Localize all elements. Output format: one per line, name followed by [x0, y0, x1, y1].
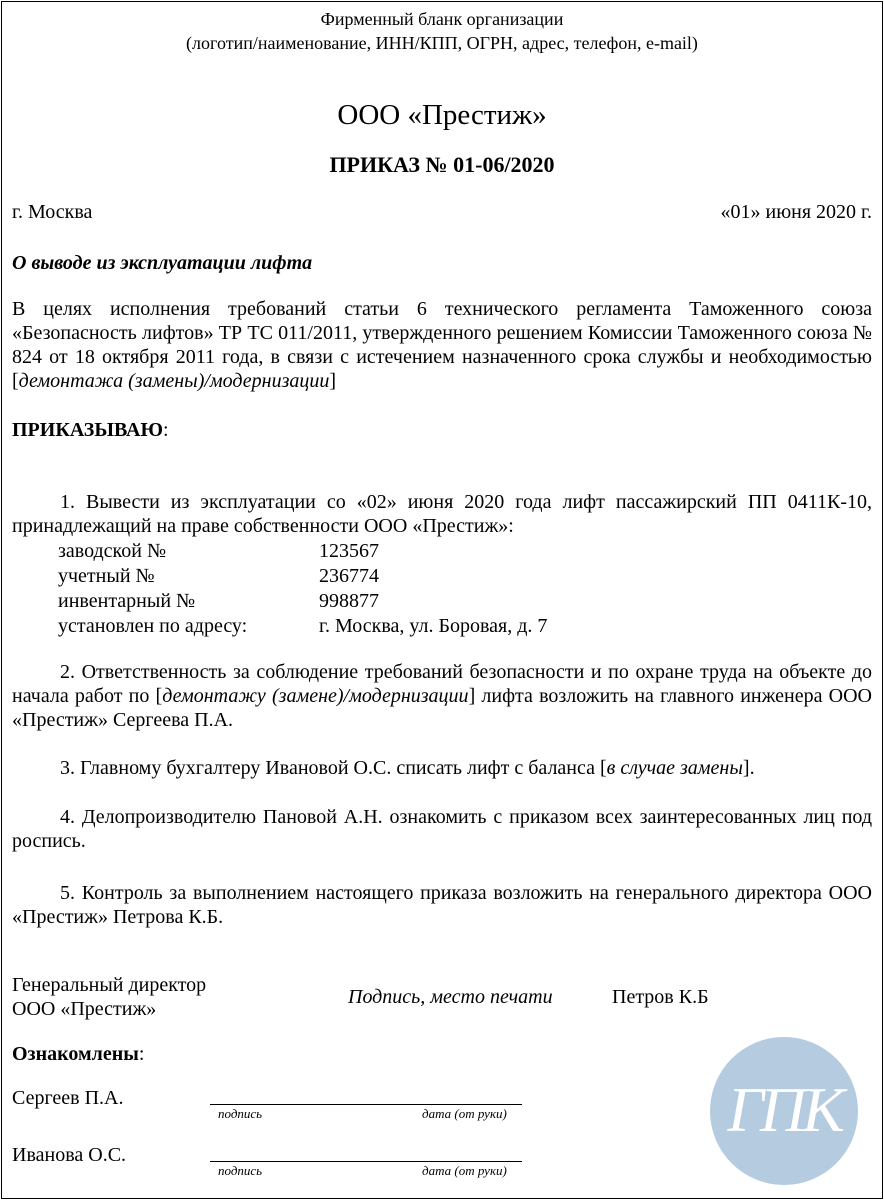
order-heading [12, 418, 169, 442]
company-name: ООО «Престиж» [337, 99, 547, 131]
letterhead-line-1: Фирменный бланк организации [320, 9, 564, 29]
order-subject: О выводе из эксплуатации лифта [12, 252, 313, 274]
detail-label: установлен по адресу: [58, 615, 248, 637]
stamp-logo [710, 1037, 858, 1185]
order-colon: : [163, 419, 169, 441]
letterhead-line-2: (логотип/наименование, ИНН/КПП, ОГРН, адрес, телефон, e-mail) [186, 33, 698, 53]
item-4: 4. Делопроизводителю Пановой А.Н. ознакомить с приказом всех заинтересованных лиц под роспись. [12, 806, 872, 852]
stamp-logo-graphic [710, 1037, 858, 1185]
detail-label: инвентарный № [58, 590, 196, 612]
preamble [12, 297, 872, 393]
signer-position-2: ООО «Престиж» [12, 998, 157, 1020]
item-2-italic: демонтажу (замене)/модернизации [162, 685, 469, 707]
signature-stamp-place: Подпись, место печати [348, 986, 553, 1008]
acquainted-person-name: Иванова О.С. [12, 1144, 127, 1166]
detail-value: 123567 [319, 540, 379, 562]
acquainted-heading [12, 1042, 144, 1066]
item-3-italic: в случае замены [606, 757, 743, 779]
preamble-text: В целях исполнения требований статьи 6 технического регламента Таможенного союза «Безопасность лифтов» ТР ТС 011/2011, утвержденного решением Комиссии Таможенного союза № 824 от 18 октября 2011 года, в связи с истечением назначенного срока службы и необходимостью [ [12, 298, 872, 392]
signature-line [210, 1161, 522, 1162]
item-2-start: 2. Ответственность за соблюдение требований безопасности и по охране труда на объекте до начала работ по [ [12, 661, 872, 707]
item-2-end: ] лифта возложить на главного инженера ООО «Престиж» Сергеева П.А. [12, 685, 872, 731]
item-5: 5. Контроль за выполнением настоящего приказа возложить на генерального директора ООО «Престиж» Петрова К.Б. [12, 882, 872, 928]
date-caption: дата (от руки) [422, 1163, 507, 1178]
date-caption: дата (от руки) [422, 1106, 507, 1121]
detail-value: 236774 [319, 565, 379, 587]
signature-line [210, 1104, 522, 1105]
order-city: г. Москва [12, 201, 93, 223]
detail-value: г. Москва, ул. Боровая, д. 7 [319, 615, 548, 637]
acquainted-word: Ознакомлены [12, 1043, 139, 1065]
item-3-start: 3. Главному бухгалтеру Ивановой О.С. списать лифт с баланса [ [60, 757, 607, 779]
signer-position-1: Генеральный директор [12, 974, 207, 996]
item-1: 1. Вывести из эксплуатации со «02» июня 2020 года лифт пассажирский ПП 0411К-10, принадлежащий на праве собственности ООО «Престиж»: [12, 491, 872, 537]
preamble-end: ] [329, 370, 337, 392]
detail-label: учетный № [58, 565, 155, 587]
order-date: «01» июня 2020 г. [720, 201, 872, 223]
acquainted-colon: : [138, 1043, 145, 1065]
signature-caption: подпись [218, 1106, 263, 1121]
order-title: ПРИКАЗ № 01-06/2020 [329, 152, 555, 177]
signature-caption: подпись [218, 1163, 263, 1178]
item-3 [12, 756, 872, 780]
order-word: ПРИКАЗЫВАЮ [12, 419, 164, 441]
signer-name: Петров К.Б [612, 986, 709, 1008]
preamble-italic: демонтажа (замены)/модернизации [18, 370, 330, 392]
item-3-end: ]. [742, 757, 755, 779]
item-2 [12, 660, 872, 732]
acquainted-person-name: Сергеев П.А. [12, 1087, 124, 1109]
stamp-letters: ГПК [727, 1074, 841, 1145]
detail-value: 998877 [319, 590, 379, 612]
detail-label: заводской № [58, 540, 167, 562]
